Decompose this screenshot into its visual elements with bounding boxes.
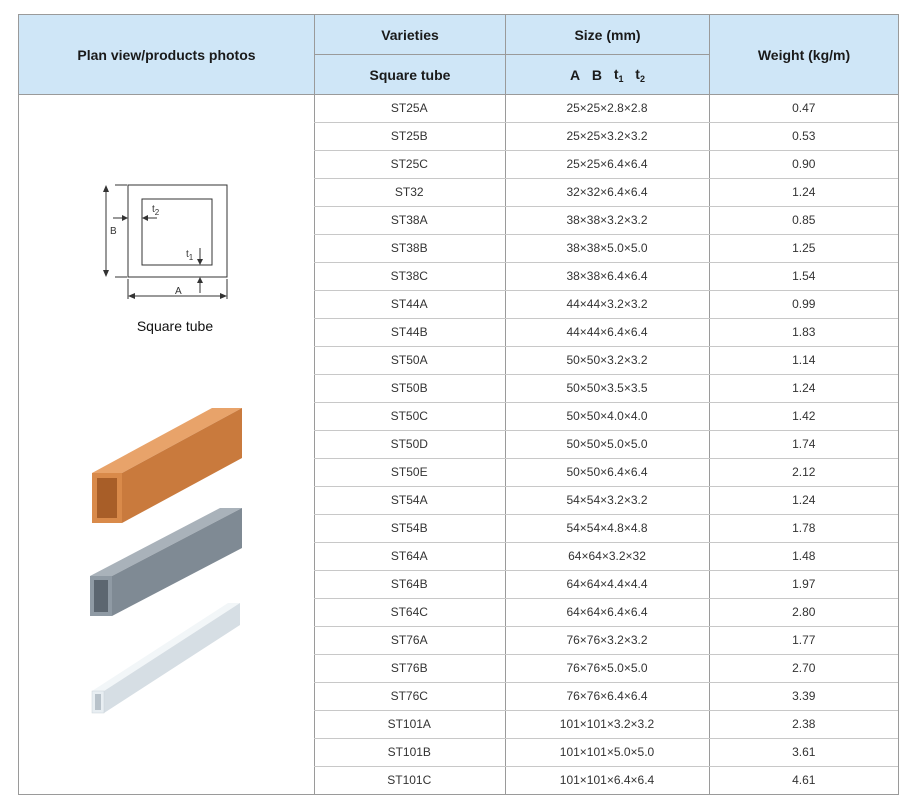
diagram-caption: Square tube: [136, 318, 214, 334]
cell-variety: ST50C: [314, 402, 505, 430]
cell-variety: ST101C: [314, 766, 505, 794]
cell-variety: ST44A: [314, 290, 505, 318]
table-row: [314, 234, 898, 262]
label-t2: $t_2$: [152, 204, 160, 217]
cell-size: 25×25×3.2×3.2: [505, 122, 709, 150]
cell-weight: 2.12: [709, 458, 898, 486]
table-row: [314, 766, 898, 794]
cell-weight: 1.74: [709, 430, 898, 458]
cell-size: 38×38×5.0×5.0: [505, 234, 709, 262]
cell-variety: ST64A: [314, 542, 505, 570]
table-row: [314, 486, 898, 514]
cell-weight: 0.85: [709, 206, 898, 234]
header-square-tube-label: Square tube: [369, 66, 451, 83]
table-row: [314, 458, 898, 486]
table-row: [314, 318, 898, 346]
table-row: [314, 710, 898, 738]
cell-variety: ST25C: [314, 150, 505, 178]
cell-size: 25×25×2.8×2.8: [505, 94, 709, 122]
header-size: [506, 15, 709, 54]
cell-variety: ST44B: [314, 318, 505, 346]
cell-variety: ST25A: [314, 94, 505, 122]
table-row: [314, 654, 898, 682]
header-weight-label: Weight (kg/m): [757, 46, 851, 63]
table-row: [314, 514, 898, 542]
cell-variety: ST38C: [314, 262, 505, 290]
white-tube-image: [92, 603, 240, 713]
header-size-label: Size (mm): [574, 26, 641, 43]
table-row: [314, 290, 898, 318]
cell-variety: ST50D: [314, 430, 505, 458]
cell-variety: ST76C: [314, 682, 505, 710]
cell-size: 101×101×3.2×3.2: [505, 710, 709, 738]
cell-weight: 2.38: [709, 710, 898, 738]
table-row: [314, 178, 898, 206]
product-photo: [80, 400, 255, 720]
cell-variety: ST101B: [314, 738, 505, 766]
table-row: [314, 598, 898, 626]
cell-weight: 2.80: [709, 598, 898, 626]
cell-size: 25×25×6.4×6.4: [505, 150, 709, 178]
cell-weight: 1.54: [709, 262, 898, 290]
cell-size: 64×64×4.4×4.4: [505, 570, 709, 598]
cell-size: 76×76×3.2×3.2: [505, 626, 709, 654]
symbol-b: B: [591, 66, 603, 83]
symbol-a: A: [570, 66, 581, 83]
cell-weight: 1.97: [709, 570, 898, 598]
cell-variety: ST38A: [314, 206, 505, 234]
label-t1: $t_1$: [186, 249, 194, 262]
cell-size: 76×76×6.4×6.4: [505, 682, 709, 710]
cell-weight: 1.24: [709, 178, 898, 206]
table-row: [314, 626, 898, 654]
cell-weight: 2.70: [709, 654, 898, 682]
label-a: A: [175, 286, 182, 297]
cell-size: 50×50×3.5×3.5: [505, 374, 709, 402]
cell-size: 50×50×6.4×6.4: [505, 458, 709, 486]
cell-variety: ST76A: [314, 626, 505, 654]
cell-size: 32×32×6.4×6.4: [505, 178, 709, 206]
table-row: [314, 542, 898, 570]
cell-variety: ST38B: [314, 234, 505, 262]
table-row: [314, 262, 898, 290]
grey-tube-image: [90, 508, 242, 616]
cell-weight: 4.61: [792, 773, 816, 788]
cell-weight: 1.24: [709, 374, 898, 402]
header-weight: [710, 15, 898, 94]
cell-size: 101×101×5.0×5.0: [505, 738, 709, 766]
cell-variety: ST101A: [314, 710, 505, 738]
cell-weight: 0.99: [709, 290, 898, 318]
cell-variety: ST32: [314, 178, 505, 206]
cell-variety: ST76B: [314, 654, 505, 682]
symbol-t1: $t_1$: [613, 65, 624, 84]
table-row: [314, 738, 898, 766]
header-plan-view-label: Plan view/products photos: [77, 46, 256, 63]
table-row: [314, 122, 898, 150]
cell-variety: ST25B: [314, 122, 505, 150]
header-plan-view: [19, 15, 314, 94]
header-varieties-label: Varieties: [381, 26, 439, 43]
cell-size: 54×54×4.8×4.8: [505, 514, 709, 542]
table-row: [314, 206, 898, 234]
cell-variety: ST64B: [314, 570, 505, 598]
table-row: [314, 402, 898, 430]
header-size-symbols: [506, 55, 709, 94]
cell-weight: 0.53: [709, 122, 898, 150]
cell-size: 44×44×3.2×3.2: [505, 290, 709, 318]
spec-table: [314, 94, 898, 794]
header-varieties: [315, 15, 505, 54]
cell-variety: ST50A: [314, 346, 505, 374]
cell-weight: 0.47: [709, 94, 898, 122]
table-row: [314, 682, 898, 710]
cell-weight: 1.77: [709, 626, 898, 654]
cell-weight: 1.48: [709, 542, 898, 570]
spec-table-body: [314, 94, 898, 794]
table-row: [314, 150, 898, 178]
cell-size: 44×44×6.4×6.4: [505, 318, 709, 346]
cell-size: 38×38×6.4×6.4: [505, 262, 709, 290]
cell-size: 64×64×3.2×32: [505, 542, 709, 570]
cell-weight: 3.39: [709, 682, 898, 710]
header-square-tube: [315, 55, 505, 94]
cell-size: 101×101×6.4×6.4: [505, 766, 709, 794]
orange-tube-image: [92, 408, 242, 523]
symbol-t2: $t_2$: [635, 65, 645, 84]
cell-size: 76×76×5.0×5.0: [505, 654, 709, 682]
cell-size: 50×50×5.0×5.0: [505, 430, 709, 458]
cell-weight: 1.24: [709, 486, 898, 514]
divider: [314, 54, 709, 55]
cell-variety: ST54B: [314, 514, 505, 542]
table-row: [314, 570, 898, 598]
cell-size: 64×64×6.4×6.4: [505, 598, 709, 626]
cell-weight: 3.61: [709, 738, 898, 766]
cell-weight: 1.78: [709, 514, 898, 542]
cell-weight: 1.14: [709, 346, 898, 374]
table-row: [314, 94, 898, 122]
cell-size: 54×54×3.2×3.2: [505, 486, 709, 514]
divider: [709, 14, 710, 94]
label-b: B: [110, 226, 117, 237]
table-row: [314, 430, 898, 458]
table-row: [314, 374, 898, 402]
cell-size: 38×38×3.2×3.2: [505, 206, 709, 234]
cell-variety: ST50B: [314, 374, 505, 402]
cell-size: 50×50×3.2×3.2: [505, 346, 709, 374]
cell-variety: ST54A: [314, 486, 505, 514]
cell-weight: 0.90: [709, 150, 898, 178]
cell-variety: ST50E: [314, 458, 505, 486]
square-tube-cross-section-diagram: [95, 178, 235, 303]
cell-variety: ST64C: [314, 598, 505, 626]
cell-weight: 1.42: [709, 402, 898, 430]
table-row: [314, 346, 898, 374]
cell-size: 50×50×4.0×4.0: [505, 402, 709, 430]
cell-weight: 1.83: [709, 318, 898, 346]
cell-weight: 1.25: [709, 234, 898, 262]
